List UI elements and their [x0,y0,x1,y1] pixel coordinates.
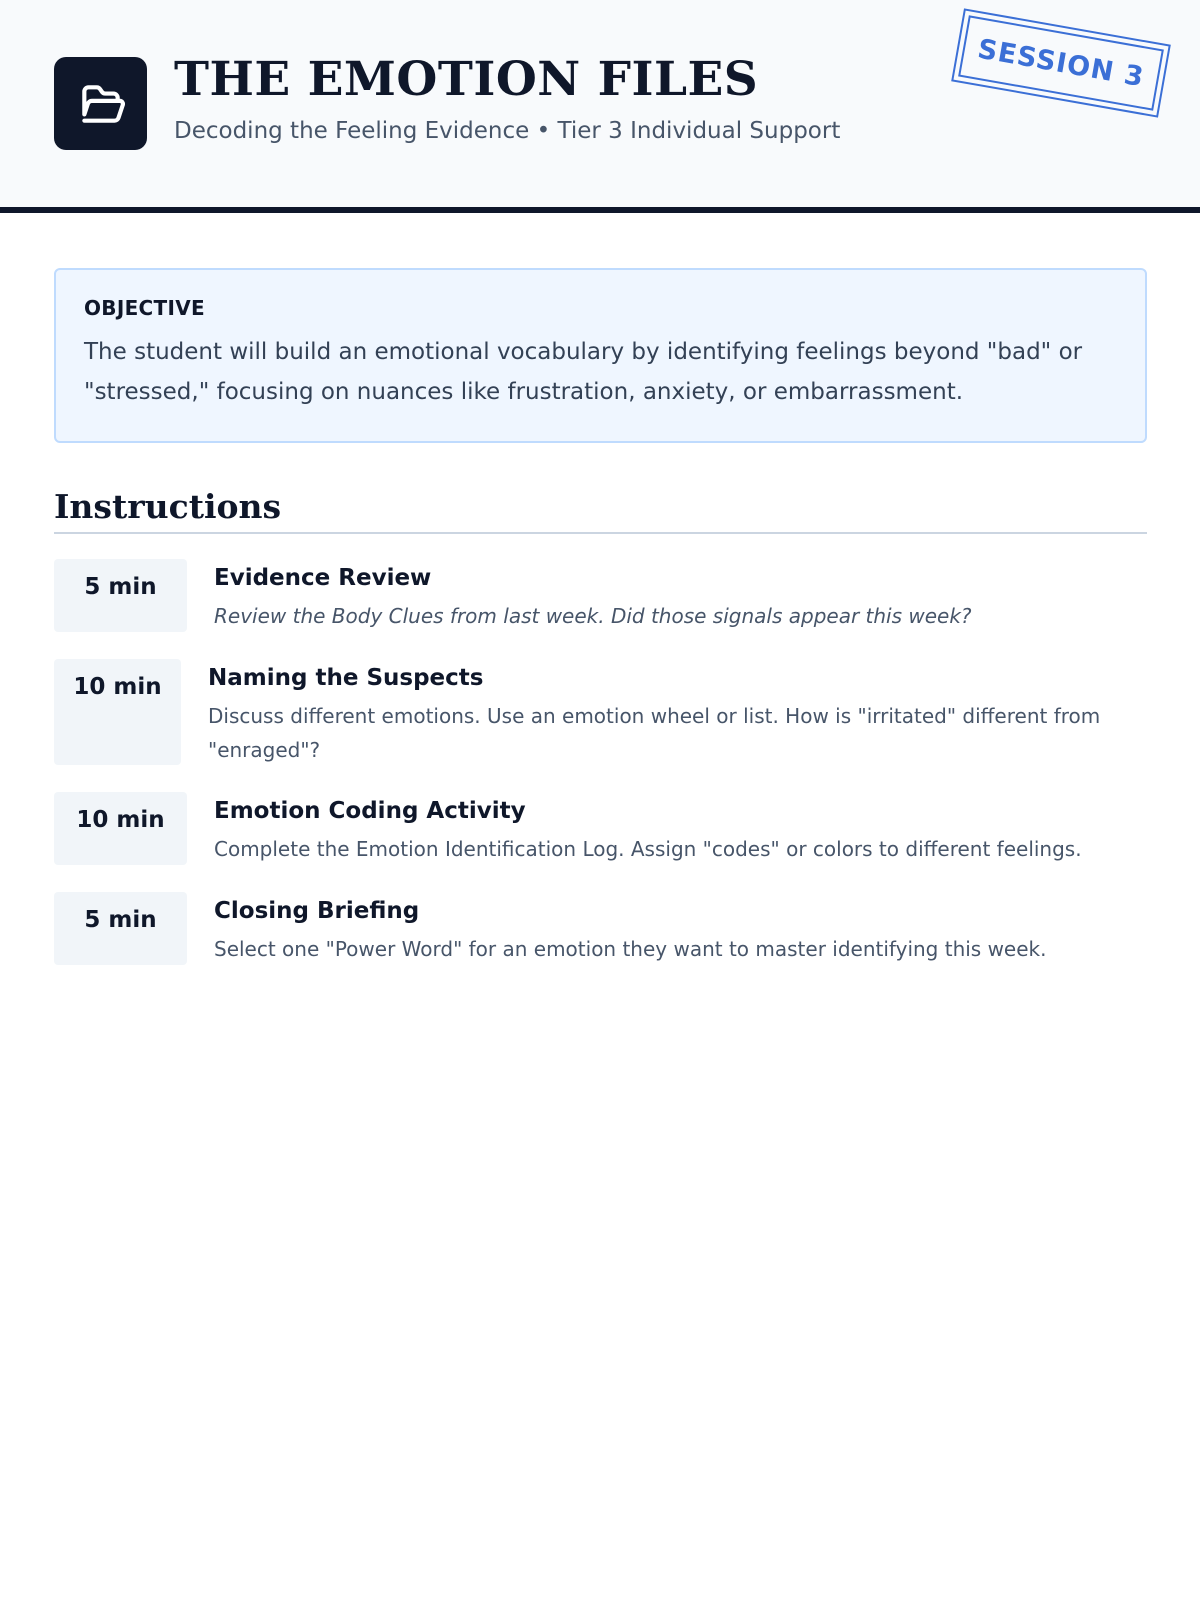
step-duration: 5 min [54,892,187,965]
session-stamp-label: SESSION 3 [958,15,1164,110]
step-body [214,798,1144,866]
step-description: Select one "Power Word" for an emotion they want to master identifying this week. [214,937,1047,961]
instructions-heading: Instructions [54,487,1147,534]
step-body [208,665,1148,767]
step-body [214,565,1144,633]
logo-badge [54,57,147,150]
step-title: Closing Briefing [214,898,420,924]
step-duration: 10 min [54,659,181,765]
objective-box [54,268,1147,443]
step-title: Naming the Suspects [208,665,484,691]
objective-text: The student will build an emotional vocabulary by identifying feelings beyond "bad" or "stressed," focusing on nuances like frustration, anxiety, or embarrassment. [84,339,1083,405]
page-subtitle: Decoding the Feeling Evidence • Tier 3 Individual Support [174,118,841,144]
session-stamp [951,8,1171,117]
step-duration: 5 min [54,559,187,632]
step-description: Review the Body Clues from last week. Did those signals appear this week? [214,604,972,628]
step-title: Emotion Coding Activity [214,798,526,824]
step-body [214,898,1144,966]
folder-open-icon [76,79,126,129]
step-description: Complete the Emotion Identification Log. Assign "codes" or colors to different feelings. [214,837,1082,861]
step-description: Discuss different emotions. Use an emotion wheel or list. How is "irritated" different from "enraged"? [208,704,1101,762]
step-duration: 10 min [54,792,187,865]
step-title: Evidence Review [214,565,432,591]
objective-label: OBJECTIVE [84,296,205,320]
page-title: THE EMOTION FILES [174,52,759,107]
header [0,0,1200,213]
